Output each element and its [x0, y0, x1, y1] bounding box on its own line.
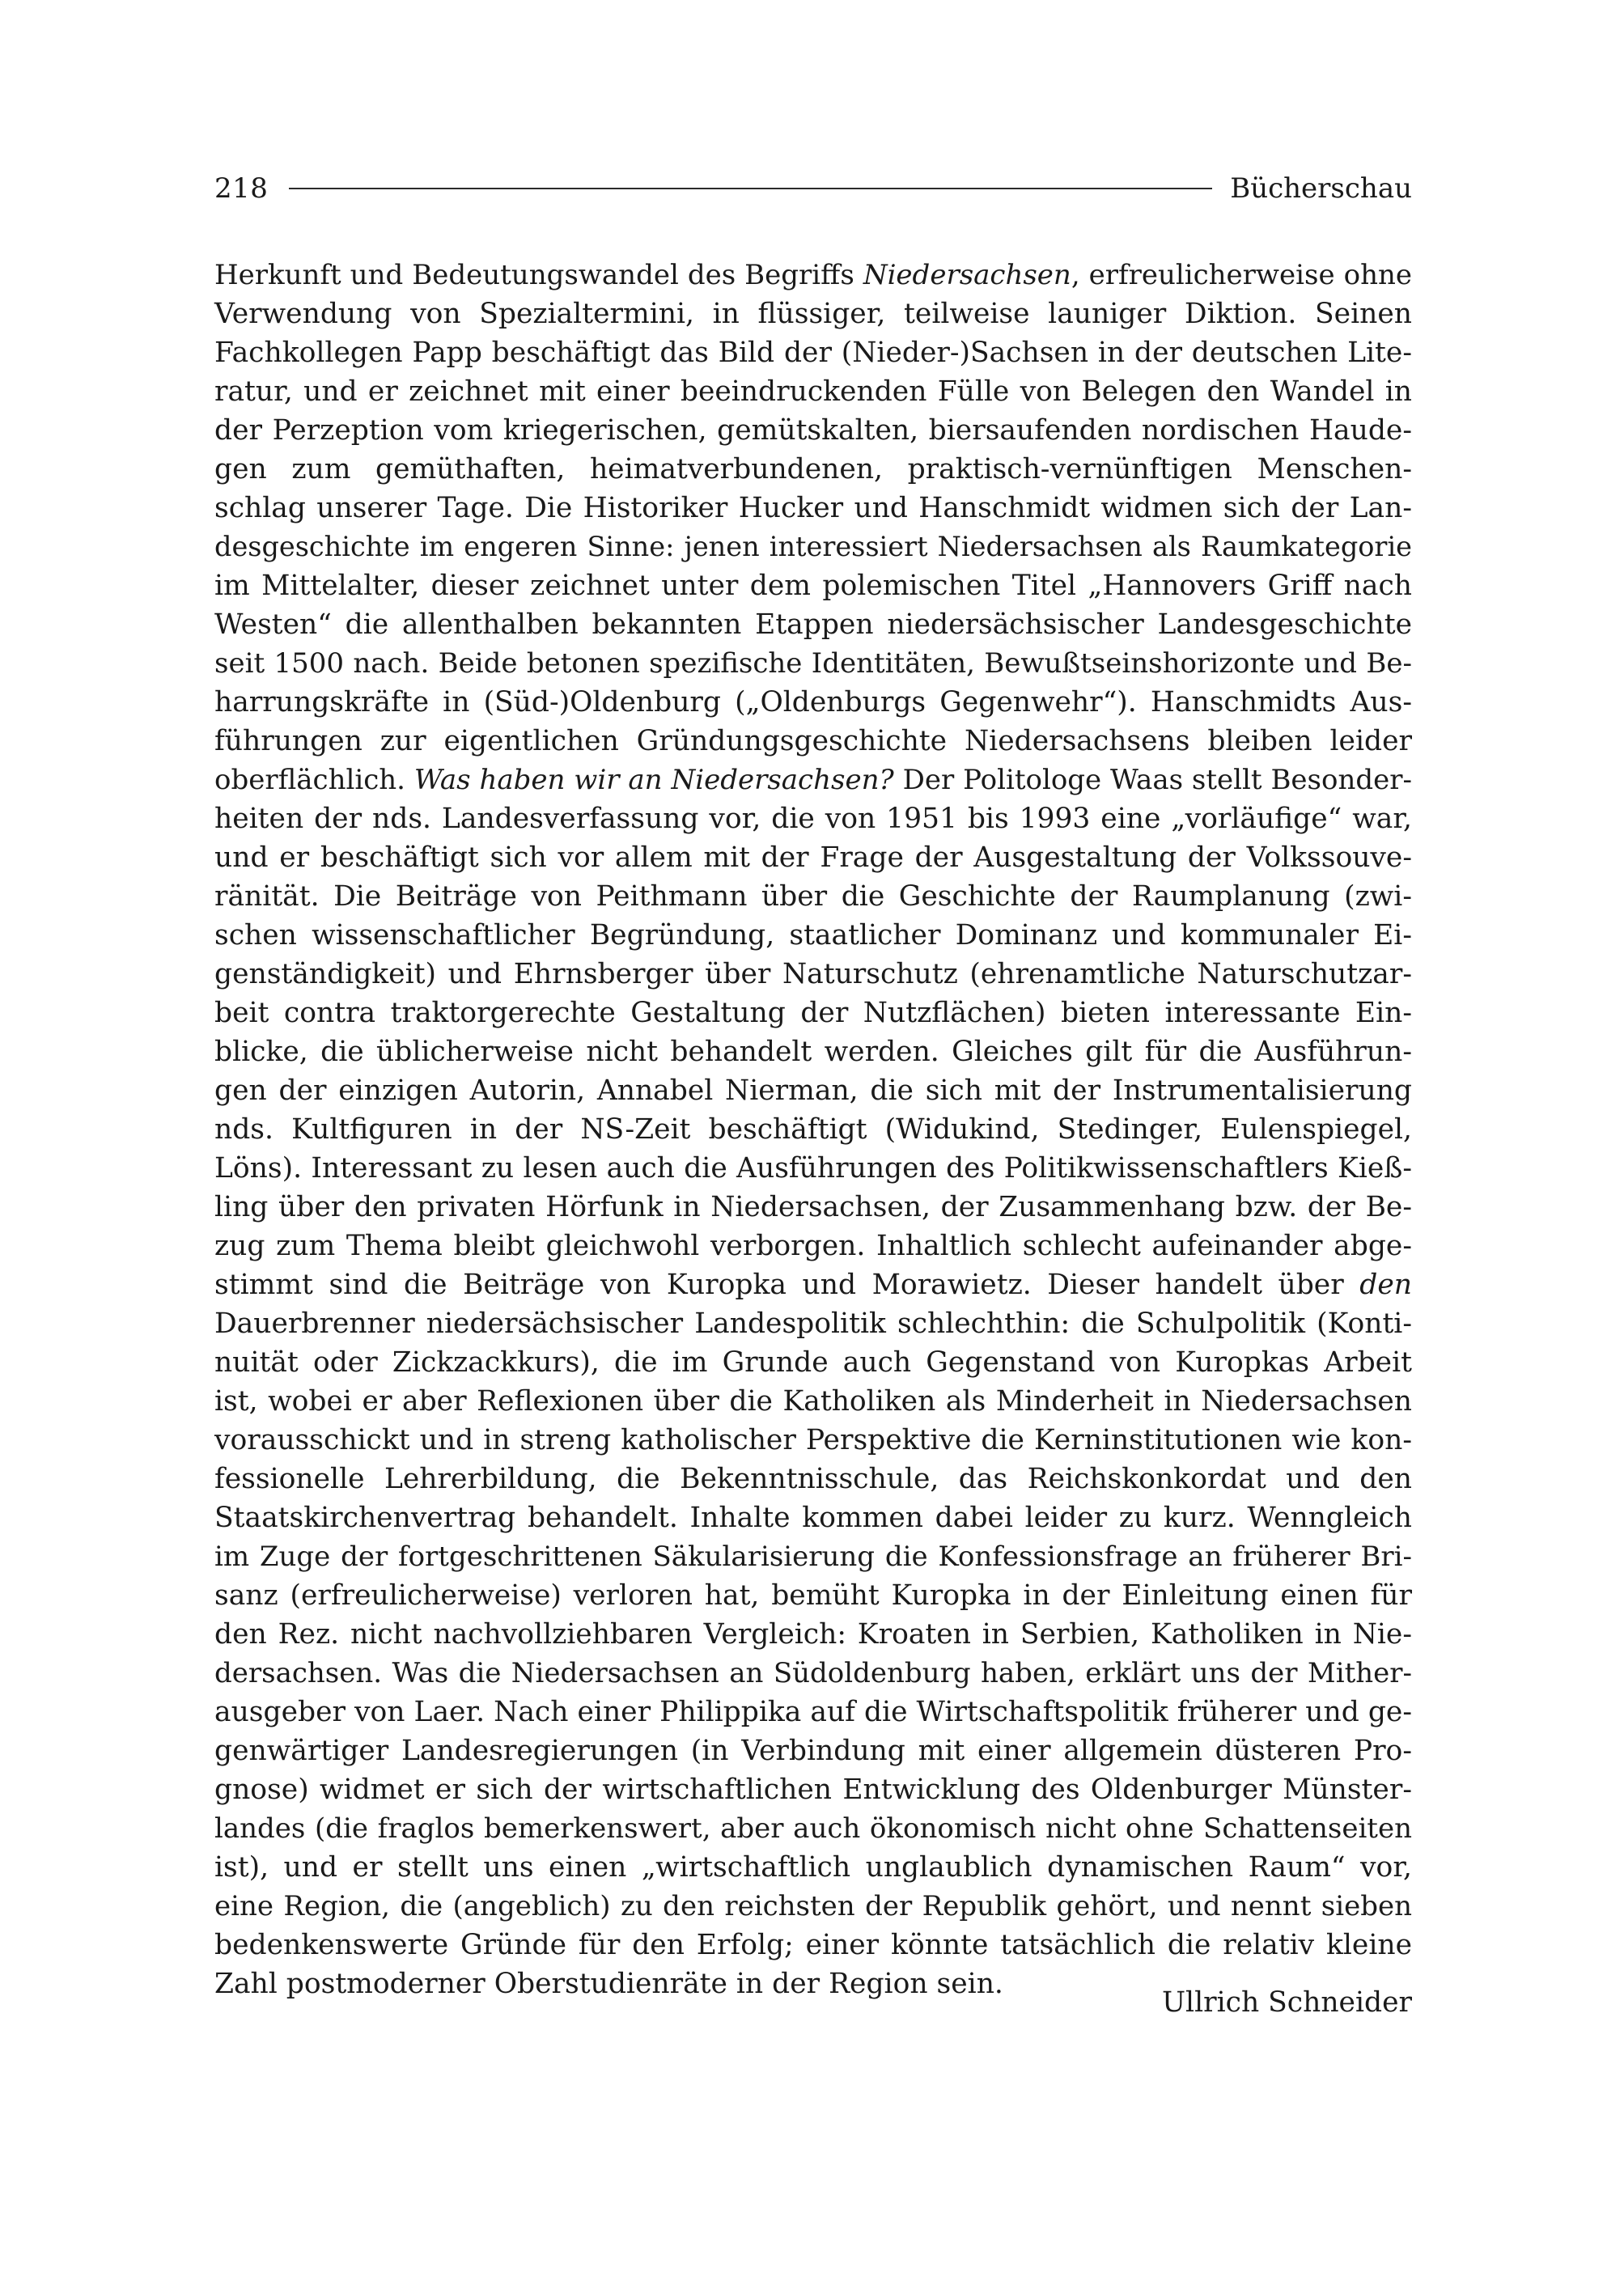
- text-line: [214, 1809, 1412, 1848]
- text-line: [214, 1693, 1412, 1731]
- text-line: [214, 1576, 1412, 1615]
- text-segment: im Mittelalter, dieser zeichnet unter dem polemischen Titel „Hannovers Griff nach: [214, 570, 1412, 602]
- text-segment: gnose) widmet er sich der wirtschaftlichen Entwicklung des Oldenburger Münster-: [214, 1774, 1412, 1806]
- text-line: [214, 1382, 1412, 1421]
- text-segment: Verwendung von Spezialtermini, in flüssiger, teilweise launiger Diktion. Seinen: [214, 298, 1412, 330]
- text-line: [214, 605, 1412, 644]
- text-line: [214, 566, 1412, 605]
- reviewer-signature: Ullrich Schneider: [1161, 1986, 1412, 2019]
- text-segment: Zahl postmoderner Oberstudienräte in der Region sein.: [214, 1968, 1003, 2000]
- header-rule: [289, 188, 1212, 189]
- text-line: [214, 1848, 1412, 1887]
- text-line: [214, 799, 1412, 838]
- text-line: [214, 372, 1412, 411]
- text-segment: gen zum gemüthaften, heimatverbundenen, praktisch-vernünftigen Menschen-: [214, 453, 1412, 485]
- text-segment: Dauerbrenner niedersächsischer Landespolitik schlechthin: die Schulpolitik (Konti-: [214, 1308, 1412, 1340]
- text-line: [214, 1615, 1412, 1654]
- text-line: [214, 1265, 1412, 1304]
- text-line: [214, 683, 1412, 722]
- page-number: 218: [214, 172, 269, 205]
- text-segment: ränität. Die Beiträge von Peithmann über die Geschichte der Raumplanung (zwi-: [214, 880, 1412, 913]
- text-segment: zug zum Thema bleibt gleichwohl verborgen. Inhaltlich schlecht aufeinander abge-: [214, 1230, 1412, 1262]
- text-line: [214, 1498, 1412, 1537]
- text-line: [214, 761, 1412, 799]
- text-segment: ist), und er stellt uns einen „wirtschaftlich unglaublich dynamischen Raum“ vor,: [214, 1851, 1412, 1884]
- text-segment: stimmt sind die Beiträge von Kuropka und Morawietz. Dieser handelt über: [214, 1269, 1360, 1301]
- text-segment: blicke, die üblicherweise nicht behandelt werden. Gleiches gilt für die Ausführun-: [214, 1036, 1412, 1068]
- text-line: [214, 955, 1412, 994]
- text-segment: sanz (erfreulicherweise) verloren hat, bemüht Kuropka in der Einleitung einen für: [214, 1579, 1412, 1612]
- text-segment: ling über den privaten Hörfunk in Niedersachsen, der Zusammenhang bzw. der Be-: [214, 1191, 1412, 1223]
- text-segment: der Perzeption vom kriegerischen, gemütskalten, biersaufenden nordischen Haude-: [214, 414, 1412, 447]
- text-segment: landes (die fraglos bemerkenswert, aber auch ökonomisch nicht ohne Schattenseiten: [214, 1812, 1412, 1845]
- text-segment: beit contra traktorgerechte Gestaltung der Nutzflächen) bieten interessante Ein-: [214, 997, 1412, 1029]
- review-body-text: [214, 256, 1412, 2003]
- text-line: [214, 1770, 1412, 1809]
- text-segment: schen wissenschaftlicher Begründung, staatlicher Dominanz und kommunaler Ei-: [214, 919, 1412, 952]
- text-line: [214, 1537, 1412, 1576]
- text-segment: fessionelle Lehrerbildung, die Bekenntnisschule, das Reichskonkordat und den: [214, 1463, 1412, 1495]
- italic-text: den: [1359, 1269, 1412, 1301]
- text-segment: genwärtiger Landesregierungen (in Verbindung mit einer allgemein düsteren Pro-: [214, 1735, 1412, 1767]
- text-line: [214, 528, 1412, 566]
- text-line: [214, 722, 1412, 761]
- text-line: [214, 1926, 1412, 1965]
- text-segment: desgeschichte im engeren Sinne: jenen interessiert Niedersachsen als Raumkategorie: [214, 531, 1412, 562]
- text-segment: dersachsen. Was die Niedersachsen an Südoldenburg haben, erklärt uns der Mither-: [214, 1657, 1412, 1689]
- text-line: [214, 877, 1412, 916]
- text-segment: harrungskräfte in (Süd-)Oldenburg („Oldenburgs Gegenwehr“). Hanschmidts Aus-: [214, 686, 1412, 718]
- text-line: [214, 1654, 1412, 1693]
- text-segment: Herkunft und Bedeutungswandel des Begriffs: [214, 259, 863, 291]
- text-line: [214, 994, 1412, 1032]
- text-segment: führungen zur eigentlichen Gründungsgeschichte Niedersachsens bleiben leider: [214, 725, 1412, 757]
- text-line: [214, 1071, 1412, 1110]
- text-segment: ist, wobei er aber Reflexionen über die Katholiken als Minderheit in Niedersachsen: [214, 1385, 1412, 1418]
- text-line: [214, 411, 1412, 450]
- text-segment: oberflächlich.: [214, 764, 414, 796]
- text-line: [214, 1110, 1412, 1149]
- text-line: [214, 295, 1412, 333]
- text-line: [214, 1304, 1412, 1343]
- text-segment: eine Region, die (angeblich) zu den reichsten der Republik gehört, und nennt sieben: [214, 1890, 1412, 1922]
- text-line: [214, 1460, 1412, 1498]
- text-segment: bedenkenswerte Gründe für den Erfolg; einer könnte tatsächlich die relativ kleine: [214, 1929, 1412, 1961]
- text-line: [214, 1188, 1412, 1227]
- text-line: [214, 450, 1412, 489]
- text-segment: nds. Kultfiguren in der NS-Zeit beschäftigt (Widukind, Stedinger, Eulenspiegel,: [214, 1113, 1412, 1146]
- text-segment: im Zuge der fortgeschrittenen Säkularisierung die Konfessionsfrage an früherer Bri-: [214, 1541, 1412, 1573]
- text-segment: genständigkeit) und Ehrnsberger über Naturschutz (ehrenamtliche Naturschutzar-: [214, 958, 1412, 990]
- text-segment: Fachkollegen Papp beschäftigt das Bild der (Nieder-)Sachsen in der deutschen Lite-: [214, 337, 1412, 369]
- text-segment: heiten der nds. Landesverfassung vor, die von 1951 bis 1993 eine „vorläufige“ war,: [214, 803, 1412, 835]
- text-line: [214, 1149, 1412, 1188]
- page-header: [214, 166, 1412, 211]
- italic-text: Niedersachsen: [863, 259, 1071, 291]
- text-line: [214, 333, 1412, 372]
- text-segment: Staatskirchenvertrag behandelt. Inhalte kommen dabei leider zu kurz. Wenngleich: [214, 1502, 1412, 1534]
- text-line: [214, 838, 1412, 877]
- text-line: [214, 1227, 1412, 1265]
- text-line: [214, 916, 1412, 955]
- italic-text: Was haben wir an Niedersachsen?: [413, 764, 894, 796]
- text-segment: vorausschickt und in streng katholischer Perspektive die Kerninstitutionen wie kon-: [214, 1424, 1412, 1456]
- text-line: [214, 1731, 1412, 1770]
- text-segment: schlag unserer Tage. Die Historiker Hucker und Hanschmidt widmen sich der Lan-: [214, 492, 1412, 524]
- text-segment: ratur, und er zeichnet mit einer beeindruckenden Fülle von Belegen den Wandel in: [214, 375, 1412, 408]
- text-line: [214, 489, 1412, 528]
- text-segment: nuität oder Zickzackkurs), die im Grunde auch Gegenstand von Kuropkas Arbeit: [214, 1346, 1412, 1379]
- text-segment: Der Politologe Waas stellt Besonder-: [893, 764, 1412, 796]
- text-segment: den Rez. nicht nachvollziehbaren Vergleich: Kroaten in Serbien, Katholiken in Nie-: [214, 1618, 1412, 1651]
- text-line: [214, 256, 1412, 295]
- text-line: [214, 1421, 1412, 1460]
- text-segment: und er beschäftigt sich vor allem mit der Frage der Ausgestaltung der Volkssouve-: [214, 841, 1412, 874]
- text-segment: , erfreulicherweise ohne: [1071, 259, 1412, 291]
- text-line: [214, 644, 1412, 683]
- text-line: [214, 1032, 1412, 1071]
- text-segment: Löns). Interessant zu lesen auch die Ausführungen des Politikwissenschaftlers Kieß-: [214, 1152, 1412, 1185]
- text-line: [214, 1887, 1412, 1926]
- text-segment: ausgeber von Laer. Nach einer Philippika auf die Wirtschaftspolitik früherer und ge-: [214, 1696, 1412, 1728]
- text-segment: gen der einzigen Autorin, Annabel Nierman, die sich mit der Instrumentalisierung: [214, 1074, 1412, 1107]
- text-segment: Westen“ die allenthalben bekannten Etappen niedersächsischer Landesgeschichte: [214, 608, 1412, 641]
- running-head: Bücherschau: [1230, 172, 1412, 205]
- text-segment: seit 1500 nach. Beide betonen spezifische Identitäten, Bewußtseinshorizonte und Be-: [214, 647, 1412, 680]
- text-line: [214, 1343, 1412, 1382]
